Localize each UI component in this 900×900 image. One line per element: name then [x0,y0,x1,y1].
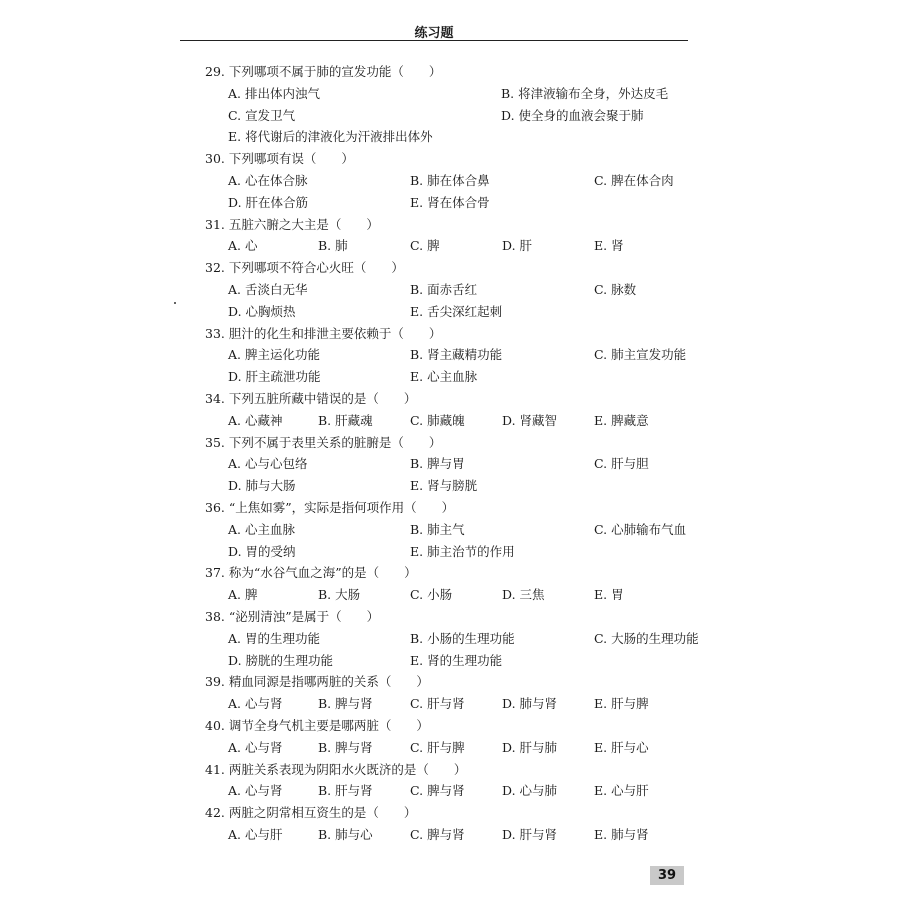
answer-option: C. 小肠 [410,587,453,603]
answer-option: A. 舌淡白无华 [228,281,308,297]
answer-option: A. 心与肾 [228,739,283,755]
answer-option: D. 肝主疏泄功能 [228,369,321,385]
question-stem: 37. 称为“水谷气血之海”的是（ ） [205,565,417,581]
answer-option: A. 排出体内浊气 [228,85,320,101]
option-row [0,541,900,563]
answer-option: E. 肾与膀胱 [410,478,478,494]
answer-option: A. 心在体合脉 [228,172,308,188]
answer-option: B. 肺主气 [410,521,465,537]
answer-option: C. 脾与肾 [410,783,465,799]
answer-option: E. 脾藏意 [594,412,649,428]
question-block [0,759,900,803]
question-stem: 41. 两脏关系表现为阴阳水火既济的是（ ） [205,761,467,777]
answer-option: B. 肺在体合鼻 [410,172,490,188]
answer-option: A. 心 [228,238,258,254]
question-stem: 36. “上焦如雾”，实际是指何项作用（ ） [205,499,455,515]
question-block [0,715,900,759]
answer-option: D. 心与肺 [502,783,558,799]
question-stem: 32. 下列哪项不符合心火旺（ ） [205,260,404,276]
answer-option: D. 肺与大肠 [228,478,296,494]
answer-option: A. 心与心包络 [228,456,308,472]
option-row [0,301,900,323]
answer-option: A. 脾主运化功能 [228,347,320,363]
answer-option: E. 将代谢后的津液化为汗液排出体外 [228,129,433,145]
question-stem: 38. “泌别清浊”是属于（ ） [205,608,380,624]
answer-option: D. 肝与肺 [502,739,558,755]
answer-option: E. 肺主治节的作用 [410,543,515,559]
option-row [0,737,900,759]
answer-option: B. 小肠的生理功能 [410,630,515,646]
answer-option: E. 肝与心 [594,739,649,755]
page-header-title: 练习题 [414,26,454,41]
option-row [0,824,900,846]
answer-option: E. 肾在体合骨 [410,194,490,210]
answer-option: C. 宣发卫气 [228,107,296,123]
answer-option: B. 大肠 [318,587,361,603]
answer-option: E. 舌尖深红起刺 [410,303,503,319]
answer-option: D. 肾藏智 [502,412,558,428]
answer-option: B. 面赤舌红 [410,281,478,297]
answer-option: A. 心与肝 [228,826,283,842]
page-number: 39 [650,866,684,885]
option-row [0,235,900,257]
answer-option: C. 肝与胆 [594,456,649,472]
answer-option: C. 脾在体合肉 [594,172,674,188]
answer-option: E. 肾的生理功能 [410,652,503,668]
question-list [0,61,900,846]
question-stem: 33. 胆汁的化生和排泄主要依赖于（ ） [205,325,442,341]
option-row [0,279,900,301]
option-row [0,475,900,497]
answer-option: D. 胃的受纳 [228,543,296,559]
answer-option: B. 将津液输布全身，外达皮毛 [501,85,669,101]
option-row [0,105,900,127]
question-block [0,671,900,715]
option-row [0,83,900,105]
answer-option: C. 肝与肾 [410,696,465,712]
question-block [0,497,900,562]
option-row [0,519,900,541]
answer-option: A. 心与肾 [228,783,283,799]
option-row [0,584,900,606]
option-row [0,192,900,214]
answer-option: A. 脾 [228,587,258,603]
question-stem: 30. 下列哪项有误（ ） [205,151,354,167]
question-block [0,323,900,388]
question-stem: 29. 下列哪项不属于肺的宣发功能（ ） [205,64,442,79]
header-rule [180,40,688,41]
answer-option: B. 肝与肾 [318,783,373,799]
answer-option: E. 胃 [594,587,624,603]
answer-option: C. 脾与肾 [410,826,465,842]
answer-option: C. 心肺输布气血 [594,521,687,537]
answer-option: D. 三焦 [502,587,545,603]
answer-option: A. 胃的生理功能 [228,630,320,646]
question-block [0,432,900,497]
option-row [0,170,900,192]
question-stem: 35. 下列不属于表里关系的脏腑是（ ） [205,434,442,450]
answer-option: D. 肝与肾 [502,826,558,842]
answer-option: E. 心主血脉 [410,369,478,385]
question-block [0,562,900,606]
question-block [0,606,900,671]
option-row [0,650,900,672]
answer-option: B. 肺 [318,238,348,254]
answer-option: C. 脉数 [594,281,637,297]
answer-option: C. 肺主宣发功能 [594,347,687,363]
answer-option: A. 心与肾 [228,696,283,712]
answer-option: D. 肝在体合筋 [228,194,309,210]
answer-option: E. 肾 [594,238,624,254]
option-row [0,344,900,366]
answer-option: B. 肾主藏精功能 [410,347,503,363]
answer-option: D. 肺与肾 [502,696,558,712]
question-block [0,148,900,213]
question-block [0,802,900,846]
option-row [0,453,900,475]
question-stem: 42. 两脏之阴常相互资生的是（ ） [205,805,417,821]
option-row [0,693,900,715]
answer-option: E. 心与肝 [594,783,649,799]
answer-option: E. 肝与脾 [594,696,649,712]
answer-option: E. 肺与肾 [594,826,649,842]
answer-option: C. 脾 [410,238,440,254]
option-row [0,780,900,802]
answer-option: D. 心胸烦热 [228,303,296,319]
option-row [0,628,900,650]
answer-option: B. 脾与肾 [318,696,373,712]
question-block [0,61,900,148]
option-row [0,410,900,432]
answer-option: B. 肺与心 [318,826,373,842]
answer-option: B. 脾与肾 [318,739,373,755]
question-block [0,257,900,322]
answer-option: D. 膀胱的生理功能 [228,652,334,668]
answer-option: C. 大肠的生理功能 [594,630,699,646]
question-stem: 31. 五脏六腑之大主是（ ） [205,216,379,232]
answer-option: C. 肺藏魄 [410,412,465,428]
option-row [0,126,900,148]
option-row [0,366,900,388]
answer-option: D. 肝 [502,238,533,254]
question-block [0,388,900,432]
question-stem: 39. 精血同源是指哪两脏的关系（ ） [205,674,429,690]
answer-option: B. 肝藏魂 [318,412,373,428]
answer-option: B. 脾与胃 [410,456,465,472]
answer-option: A. 心主血脉 [228,521,295,537]
scan-dot [174,302,176,304]
answer-option: C. 肝与脾 [410,739,465,755]
question-stem: 34. 下列五脏所藏中错误的是（ ） [205,390,417,406]
answer-option: D. 使全身的血液会聚于肺 [501,107,644,123]
question-stem: 40. 调节全身气机主要是哪两脏（ ） [205,717,429,733]
question-block [0,214,900,258]
answer-option: A. 心藏神 [228,412,283,428]
